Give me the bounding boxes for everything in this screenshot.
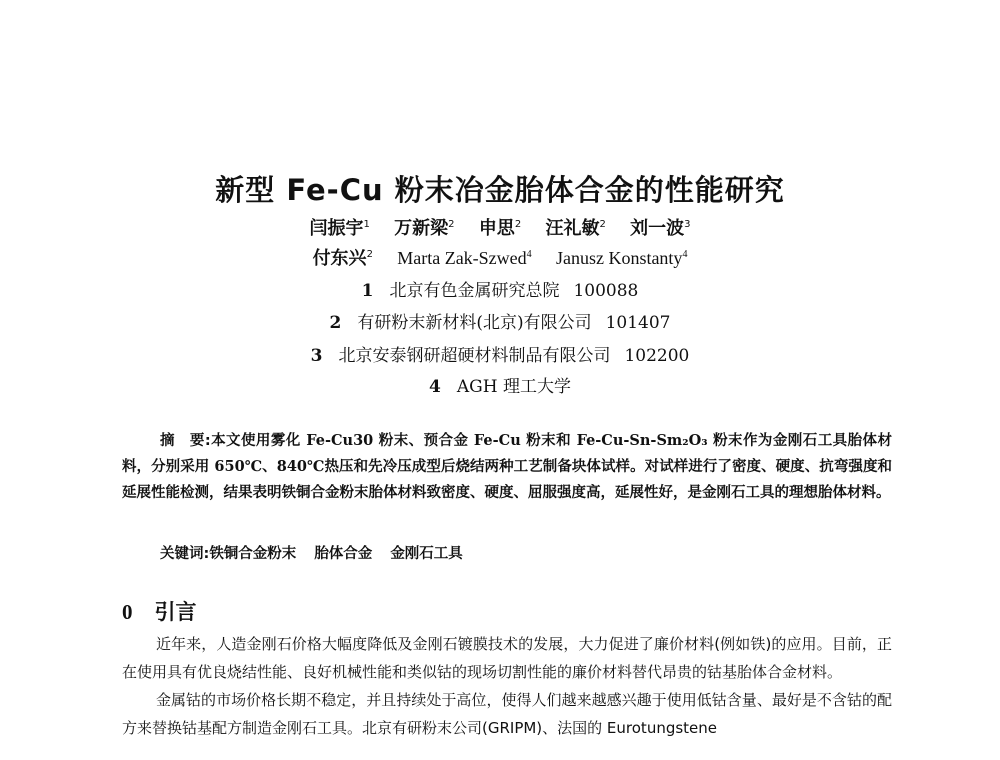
paragraph: 近年来，人造金刚石价格大幅度降低及金刚石镀膜技术的发展，大力促进了廉价材料(例如铁)的应用。目前，正在使用具有优良烧结性能、良好机械性能和类似钴的现场切割性能的廉价材料替代昂贵的钴基胎体合金材料。 — [122, 635, 892, 681]
author: 刘一波$^3$ — [630, 218, 691, 239]
affiliation-name: AGH 理工大学 — [456, 377, 571, 397]
affiliation — [0, 341, 1000, 366]
author-line-2 — [0, 244, 1000, 270]
author-line-1 — [0, 214, 1000, 240]
body-text — [122, 630, 892, 742]
author: 申思$^2$ — [478, 218, 522, 239]
postal-code: 101407 — [605, 313, 671, 333]
author: Marta Zak-Szwed$^4$ — [397, 248, 532, 268]
keyword: 金刚石工具 — [390, 545, 463, 562]
keywords-label: 关键词: — [160, 546, 210, 562]
section-heading — [122, 596, 197, 626]
abstract-text: 本文使用雾化 Fe-Cu30 粉末、预合金 Fe-Cu 粉末和 Fe-Cu-Sn-Sm₂O₃ 粉末作为金刚石工具胎体材料，分别采用 650℃、840℃热压和先冷压成型后烧结两种工艺制备块体试样。对试样进行了密度、硬度、抗弯强度和延展性能检测，结果表明铁铜合金粉末胎体材料致密度、硬度、屈服强度高，延展性好，是金刚石工具的理想胎体材料。 — [122, 432, 892, 501]
affiliation-name: 有研粉末新材料(北京)有限公司 — [357, 313, 592, 333]
affiliation-number: 3 — [310, 346, 323, 366]
postal-code: 102200 — [624, 346, 690, 366]
affiliation-name: 北京有色金属研究总院 — [389, 281, 560, 301]
affiliation — [0, 276, 1000, 301]
affiliation-number: 1 — [361, 281, 374, 301]
affiliation — [0, 372, 1000, 397]
affiliation — [0, 308, 1000, 333]
author: Janusz Konstanty$^4$ — [555, 248, 688, 268]
keyword: 胎体合金 — [314, 545, 373, 562]
affiliation-number: 4 — [429, 377, 441, 397]
keywords — [160, 542, 481, 563]
section-number: 0 — [122, 600, 133, 624]
section-title: 引言 — [154, 600, 197, 624]
abstract-label: 摘 要: — [160, 433, 211, 449]
affiliation-name: 北京安泰钢研超硬材料制品有限公司 — [338, 346, 611, 366]
abstract — [122, 428, 892, 506]
author: 汪礼敏$^2$ — [545, 218, 606, 239]
affiliation-number: 2 — [329, 313, 342, 333]
author: 闫振宇$^1$ — [309, 218, 370, 239]
paper-title: 新型 Fe-Cu 粉末冶金胎体合金的性能研究 — [215, 173, 785, 207]
author: 付东兴$^2$ — [312, 248, 373, 269]
paragraph: 金属钴的市场价格长期不稳定，并且持续处于高位，使得人们越来越感兴趣于使用低钴含量、最好是不含钴的配方来替换钴基配方制造金刚石工具。北京有研粉末公司(GRIPM)、法国的 Eurotungstene — [122, 691, 892, 737]
postal-code: 100088 — [573, 281, 639, 301]
keyword: 铁铜合金粉末 — [209, 545, 297, 562]
author: 万新梁$^2$ — [394, 218, 455, 239]
